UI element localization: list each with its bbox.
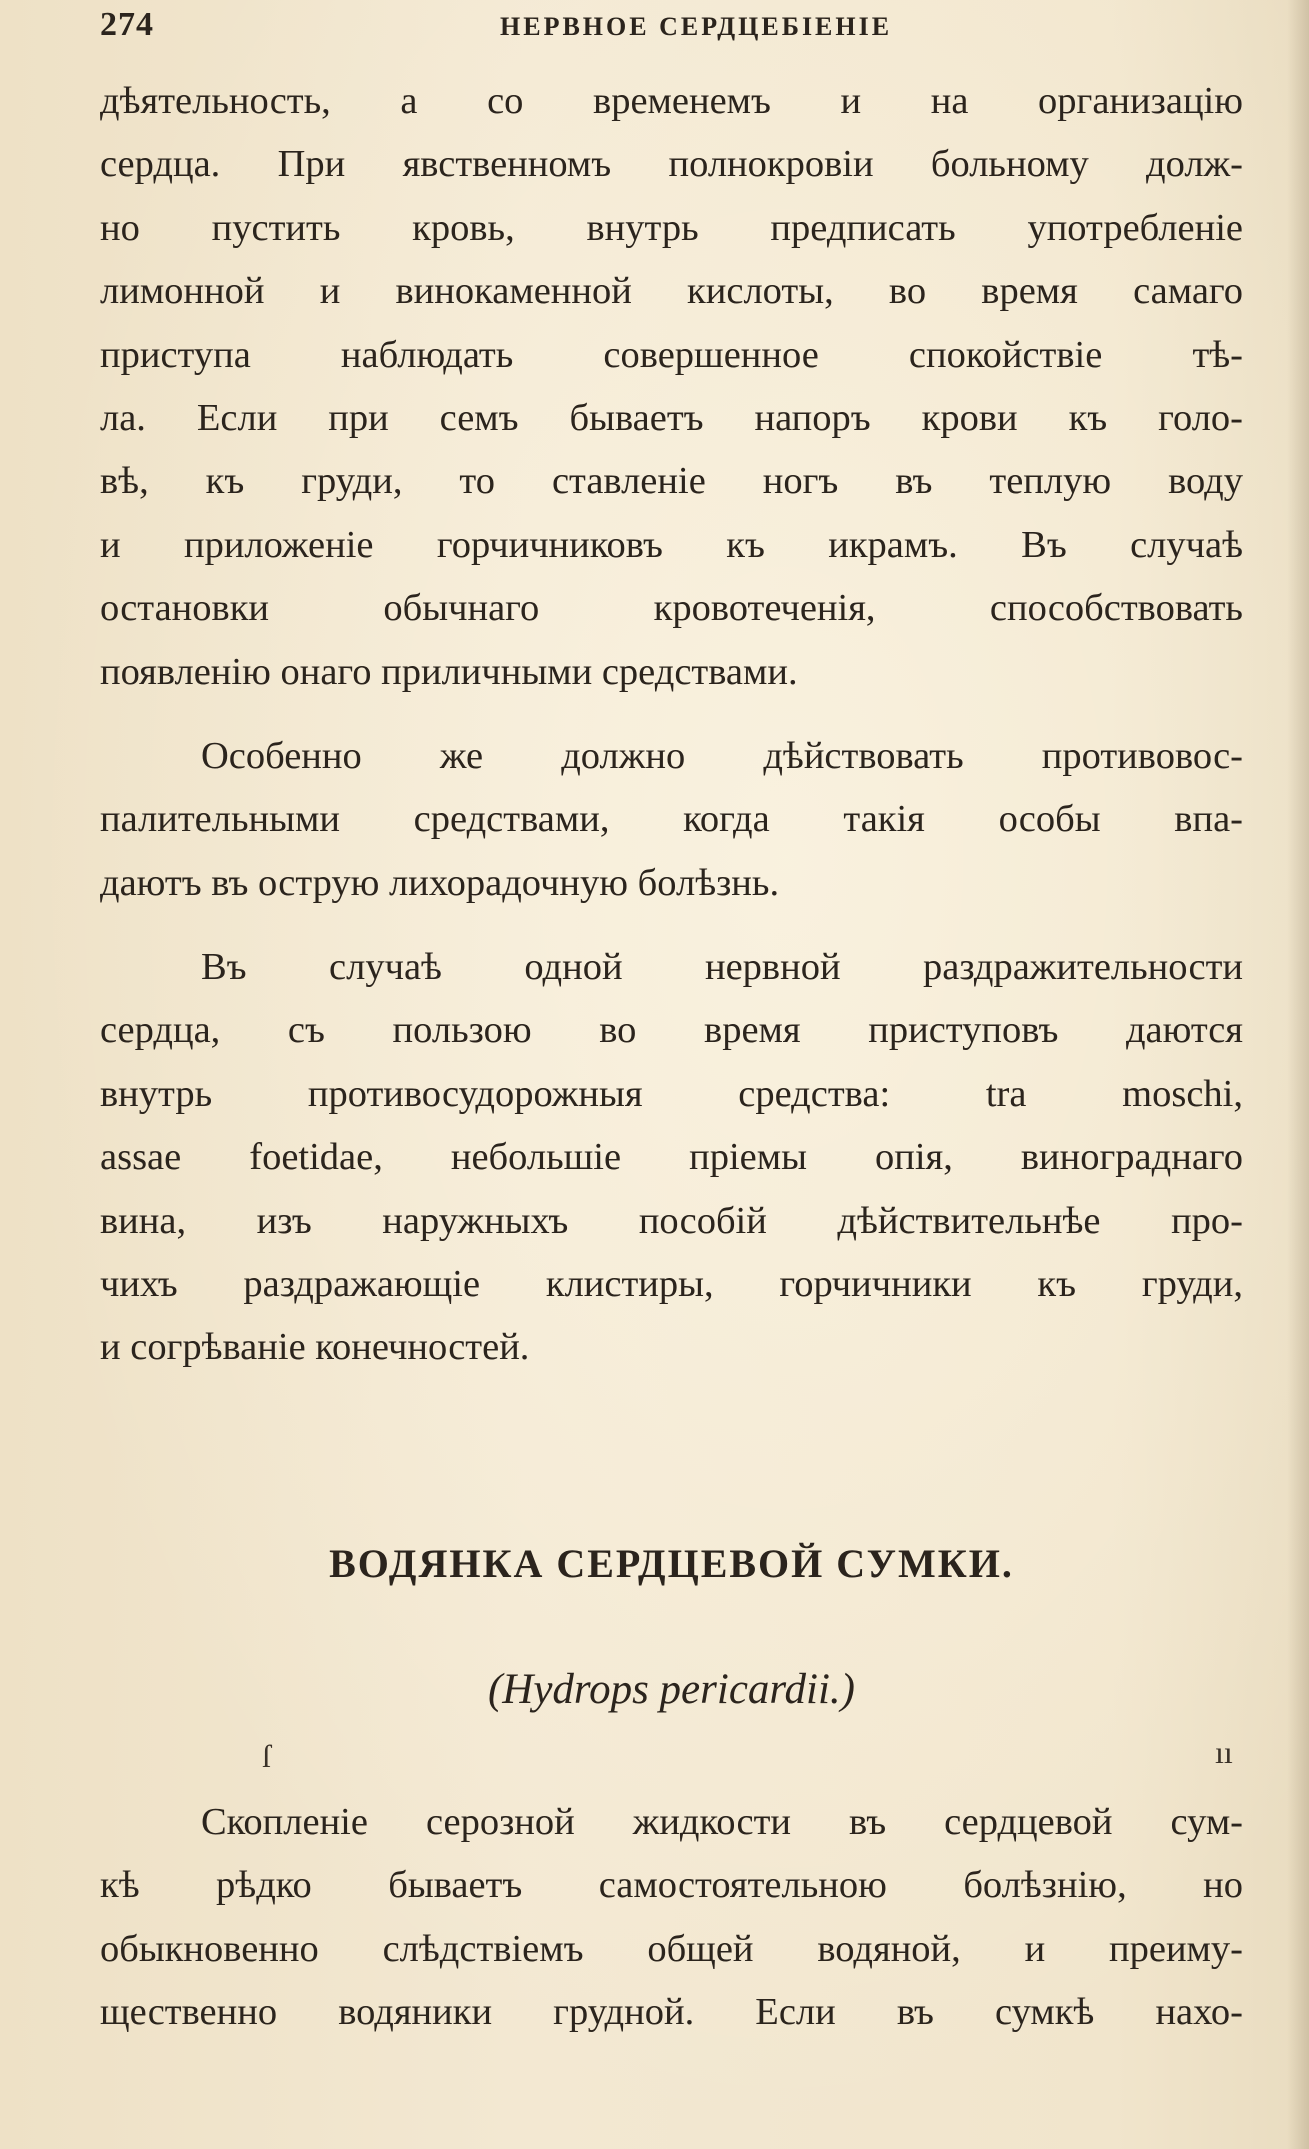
- text-line: сердца, съ пользою во время приступовъ даются: [100, 1009, 1243, 1052]
- page-edge-shadow: [1287, 0, 1309, 2149]
- body-text: [100, 70, 1243, 1380]
- paragraph-gap: [100, 915, 1243, 936]
- running-head: НЕРВНОЕ СЕРДЦЕБІЕНІЕ: [500, 12, 893, 41]
- text-line: Въ случаѣ одной нервной раздражительности: [201, 946, 1243, 989]
- page-header: [100, 6, 1240, 46]
- text-line: приступа наблюдать совершенное спокойствіе тѣ-: [100, 333, 1243, 376]
- stray-mark-left: ſ: [262, 1738, 271, 1774]
- text-line: палительными средствами, когда такія особы впа-: [100, 798, 1243, 841]
- text-line: ла. Если при семъ бываетъ напоръ крови къ голо-: [100, 396, 1243, 439]
- text-line: внутрь противосудорожныя средства: tra moschi,: [100, 1072, 1243, 1115]
- text-line: обыкновенно слѣдствіемъ общей водяной, и преиму-: [100, 1927, 1243, 1970]
- text-line: дѣятельность, а со временемъ и на организацію: [100, 80, 1243, 122]
- text-line: появленію онаго приличными средствами.: [100, 650, 798, 693]
- text-line: кѣ рѣдко бываетъ самостоятельною болѣзнію, но: [100, 1864, 1243, 1907]
- text-line: лимонной и винокаменной кислоты, во время самаго: [100, 270, 1243, 313]
- stray-mark-right: ıı: [1215, 1734, 1233, 1770]
- text-line: вина, изъ наружныхъ пособій дѣйствительнѣе про-: [100, 1199, 1243, 1242]
- page-number: 274: [100, 6, 154, 43]
- section-latin-subtitle: (Hydrops pericardii.): [487, 1666, 856, 1713]
- body-text-section: [100, 1791, 1243, 2045]
- text-line: Особенно же должно дѣйствовать противовос-: [201, 734, 1243, 777]
- paragraph-gap: [100, 704, 1243, 725]
- text-line: но пустить кровь, внутрь предписать употребленіе: [100, 206, 1243, 249]
- text-line: даютъ въ острую лихорадочную болѣзнь.: [100, 861, 780, 904]
- text-line: и согрѣваніе конечностей.: [100, 1326, 530, 1369]
- text-line: щественно водяники грудной. Если въ сумкѣ нахо-: [100, 1991, 1243, 2034]
- section-title: ВОДЯНКА СЕРДЦЕВОЙ СУМКИ.: [329, 1541, 1014, 1586]
- text-line: и приложеніе горчичниковъ къ икрамъ. Въ случаѣ: [100, 523, 1243, 566]
- text-line: чихъ раздражающіе клистиры, горчичники къ груди,: [100, 1263, 1243, 1306]
- text-line: assae foetidae, небольшіе пріемы опія, винограднаго: [100, 1136, 1243, 1179]
- text-line: сердца. При явственномъ полнокровіи больному долж-: [100, 143, 1243, 186]
- text-line: Скопленіе серозной жидкости въ сердцевой сум-: [201, 1801, 1243, 1843]
- text-line: вѣ, къ груди, то ставленіе ногъ въ теплую воду: [100, 460, 1243, 503]
- text-line: остановки обычнаго кровотеченія, способствовать: [100, 587, 1243, 630]
